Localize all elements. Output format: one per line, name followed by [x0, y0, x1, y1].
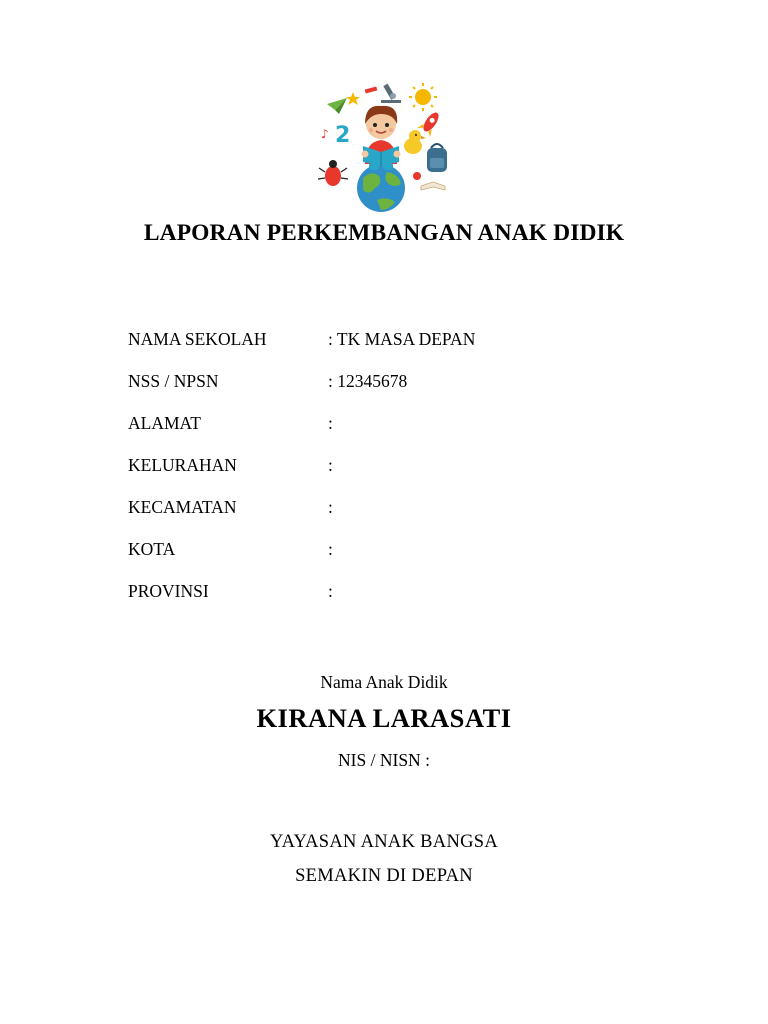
info-label: PROVINSI [128, 581, 209, 601]
info-label: KECAMATAN [128, 497, 237, 517]
info-value: : [328, 581, 333, 601]
info-row-address [128, 411, 648, 453]
svg-text:♪: ♪ [321, 127, 329, 141]
info-label: KOTA [128, 539, 176, 559]
info-value: : [328, 455, 333, 475]
info-label: ALAMAT [128, 413, 201, 433]
document-title: LAPORAN PERKEMBANGAN ANAK DIDIK [143, 220, 625, 246]
info-row-kelurahan [128, 453, 648, 495]
student-name-caption: Nama Anak Didik [320, 672, 448, 692]
foundation-name: YAYASAN ANAK BANGSA [269, 832, 499, 852]
info-row-city [128, 537, 648, 579]
info-value: : 12345678 [328, 371, 408, 391]
info-label: KELURAHAN [128, 455, 237, 475]
info-row-school-name [128, 327, 648, 369]
info-label: NSS / NPSN [128, 371, 219, 391]
info-value: : [328, 497, 333, 517]
student-id-label: NIS / NISN : [338, 750, 430, 770]
info-value: : TK MASA DEPAN [328, 329, 476, 349]
info-value: : [328, 539, 333, 559]
info-row-nss-npsn [128, 369, 648, 411]
student-name: KIRANA LARASATI [256, 703, 512, 733]
info-row-kecamatan [128, 495, 648, 537]
svg-text:2: 2 [335, 123, 351, 148]
info-value: : [328, 413, 333, 433]
child-reading-on-globe-icon [313, 80, 455, 214]
info-label: NAMA SEKOLAH [128, 329, 267, 349]
info-row-province [128, 579, 648, 621]
foundation-motto: SEMAKIN DI DEPAN [295, 866, 473, 886]
school-info-table [128, 327, 648, 621]
